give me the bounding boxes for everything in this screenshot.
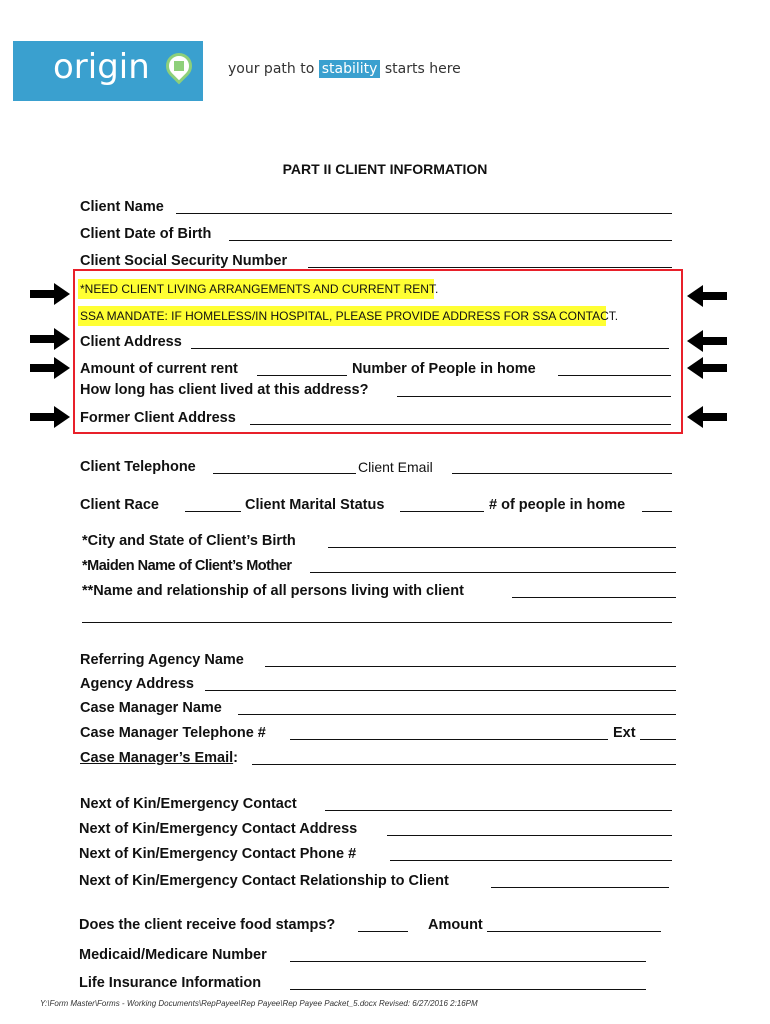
location-pin-icon: [161, 48, 198, 85]
email-field[interactable]: [452, 473, 672, 474]
client-ssn-label: Client Social Security Number: [80, 253, 288, 269]
client-ssn-field[interactable]: [308, 267, 672, 268]
nok-label: Next of Kin/Emergency Contact: [80, 796, 297, 812]
cm-phone-label: Case Manager Telephone #: [80, 725, 266, 741]
origin-logo: [13, 41, 203, 101]
marital-label: Client Marital Status: [245, 497, 385, 513]
current-rent-field[interactable]: [257, 375, 347, 376]
city-state-birth-field[interactable]: [328, 547, 676, 548]
cm-phone-field[interactable]: [290, 739, 608, 740]
arrow-left-icon: [687, 406, 727, 428]
agency-address-field[interactable]: [205, 690, 676, 691]
nok-phone-field[interactable]: [390, 860, 672, 861]
client-address-field[interactable]: [191, 348, 669, 349]
people-home-field[interactable]: [558, 375, 671, 376]
ext-field[interactable]: [640, 739, 676, 740]
client-dob-label: Client Date of Birth: [80, 226, 212, 242]
referring-agency-label: Referring Agency Name: [80, 652, 244, 668]
former-address-field[interactable]: [250, 424, 671, 425]
logo-text: origin: [53, 47, 150, 87]
amount-field[interactable]: [487, 931, 661, 932]
persons-living-field-2[interactable]: [82, 622, 672, 623]
client-name-field[interactable]: [176, 213, 672, 214]
arrow-left-icon: [687, 330, 727, 352]
persons-living-field[interactable]: [512, 597, 676, 598]
nok-relationship-label: Next of Kin/Emergency Contact Relationship to Client: [79, 873, 449, 889]
persons-living-label: **Name and relationship of all persons living with client: [82, 583, 464, 599]
client-name-label: Client Name: [80, 199, 164, 215]
maiden-name-label: *Maiden Name of Client’s Mother: [82, 558, 292, 574]
former-address-label: Former Client Address: [80, 410, 236, 426]
case-manager-field[interactable]: [238, 714, 676, 715]
food-stamps-label: Does the client receive food stamps?: [79, 917, 336, 933]
maiden-name-field[interactable]: [310, 572, 676, 573]
tagline: your path to stability starts here: [228, 61, 461, 77]
agency-address-label: Agency Address: [80, 676, 194, 692]
current-rent-label: Amount of current rent: [80, 361, 238, 377]
nok-field[interactable]: [325, 810, 672, 811]
amount-label: Amount: [428, 917, 483, 933]
arrow-right-icon: [30, 406, 70, 428]
num-people-field[interactable]: [642, 511, 672, 512]
food-stamps-field[interactable]: [358, 931, 408, 932]
client-dob-field[interactable]: [229, 240, 672, 241]
living-arrangement-notice: *NEED CLIENT LIVING ARRANGEMENTS AND CURRENT RENT.: [78, 279, 434, 299]
arrow-right-icon: [30, 283, 70, 305]
life-insurance-label: Life Insurance Information: [79, 975, 262, 991]
telephone-field[interactable]: [213, 473, 356, 474]
race-label: Client Race: [80, 497, 159, 513]
medicaid-field[interactable]: [290, 961, 646, 962]
referring-agency-field[interactable]: [265, 666, 676, 667]
medicaid-label: Medicaid/Medicare Number: [79, 947, 267, 963]
how-long-field[interactable]: [397, 396, 671, 397]
case-manager-label: Case Manager Name: [80, 700, 222, 716]
cm-email-field[interactable]: [252, 764, 676, 765]
nok-relationship-field[interactable]: [491, 887, 669, 888]
arrow-right-icon: [30, 328, 70, 350]
people-home-label: Number of People in home: [352, 361, 536, 377]
telephone-label: Client Telephone: [80, 459, 196, 475]
page-title: PART II CLIENT INFORMATION: [282, 161, 488, 177]
num-people-label: # of people in home: [489, 497, 626, 513]
arrow-left-icon: [687, 285, 727, 307]
email-label: Client Email: [358, 459, 433, 475]
cm-email-label: Case Manager’s Email:: [80, 750, 238, 766]
arrow-left-icon: [687, 357, 727, 379]
arrow-right-icon: [30, 357, 70, 379]
marital-field[interactable]: [400, 511, 484, 512]
ssa-mandate-notice: SSA MANDATE: IF HOMELESS/IN HOSPITAL, PLEASE PROVIDE ADDRESS FOR SSA CONTACT.: [78, 306, 606, 326]
nok-address-label: Next of Kin/Emergency Contact Address: [79, 821, 358, 837]
nok-phone-label: Next of Kin/Emergency Contact Phone #: [79, 846, 357, 862]
tagline-highlight: stability: [319, 60, 381, 78]
race-field[interactable]: [185, 511, 241, 512]
how-long-label: How long has client lived at this address?: [80, 382, 369, 398]
ext-label: Ext: [613, 725, 636, 741]
nok-address-field[interactable]: [387, 835, 672, 836]
city-state-birth-label: *City and State of Client’s Birth: [82, 533, 296, 549]
footer-path: Y:\Form Master\Forms - Working Documents\RepPayee\Rep Payee\Rep Payee Packet_5.docx Revised: 6/27/2016 2:16PM: [40, 999, 478, 1008]
client-address-label: Client Address: [80, 334, 182, 350]
life-insurance-field[interactable]: [290, 989, 646, 990]
